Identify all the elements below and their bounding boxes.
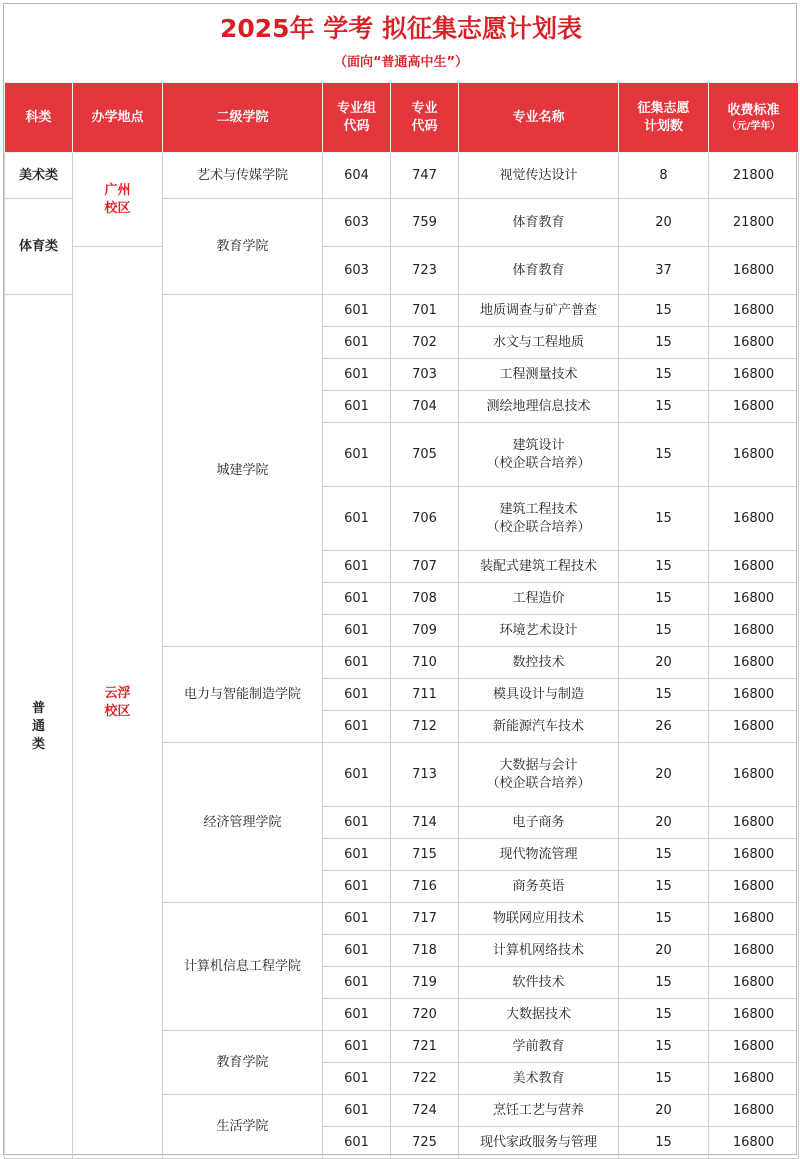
header-row bbox=[5, 83, 799, 153]
major-name-cell: 现代物流管理 bbox=[459, 839, 619, 871]
major-name-cell: 工程测量技术 bbox=[459, 359, 619, 391]
college-cell: 艺术与传媒学院 bbox=[163, 153, 323, 199]
fee-cell: 16800 bbox=[709, 711, 799, 743]
major-code-cell: 719 bbox=[391, 967, 459, 999]
plan-count-cell: 20 bbox=[619, 743, 709, 807]
major-code-cell: 713 bbox=[391, 743, 459, 807]
group-code-cell: 601 bbox=[323, 871, 391, 903]
fee-cell: 16800 bbox=[709, 1095, 799, 1127]
plan-count-cell: 15 bbox=[619, 391, 709, 423]
group-code-cell: 601 bbox=[323, 711, 391, 743]
major-name-cell: 物联网应用技术 bbox=[459, 903, 619, 935]
plan-count-cell: 15 bbox=[619, 903, 709, 935]
fee-cell: 16800 bbox=[709, 359, 799, 391]
major-code-cell: 711 bbox=[391, 679, 459, 711]
group-code-cell: 601 bbox=[323, 999, 391, 1031]
plan-count-cell: 15 bbox=[619, 1127, 709, 1159]
major-code-cell: 725 bbox=[391, 1127, 459, 1159]
major-name-cell: 地质调查与矿产普查 bbox=[459, 295, 619, 327]
plan-count-cell: 15 bbox=[619, 615, 709, 647]
plan-count-cell: 37 bbox=[619, 247, 709, 295]
fee-cell: 16800 bbox=[709, 903, 799, 935]
college-cell: 经济管理学院 bbox=[163, 743, 323, 903]
group-code-cell: 601 bbox=[323, 391, 391, 423]
major-code-cell: 724 bbox=[391, 1095, 459, 1127]
major-code-cell: 709 bbox=[391, 615, 459, 647]
table-body bbox=[5, 153, 799, 1159]
plan-count-cell: 15 bbox=[619, 1063, 709, 1095]
major-code-cell: 715 bbox=[391, 839, 459, 871]
plan-count-cell: 15 bbox=[619, 967, 709, 999]
major-name-cell: 现代家政服务与管理 bbox=[459, 1127, 619, 1159]
plan-count-cell: 20 bbox=[619, 807, 709, 839]
major-name-cell: 新能源汽车技术 bbox=[459, 711, 619, 743]
major-code-cell: 747 bbox=[391, 153, 459, 199]
group-code-cell: 601 bbox=[323, 1127, 391, 1159]
major-name-cell: 水文与工程地质 bbox=[459, 327, 619, 359]
major-name-cell: 烹饪工艺与营养 bbox=[459, 1095, 619, 1127]
header-college: 二级学院 bbox=[163, 83, 323, 153]
group-code-cell: 601 bbox=[323, 807, 391, 839]
plan-count-cell: 15 bbox=[619, 423, 709, 487]
major-name-cell: 学前教育 bbox=[459, 1031, 619, 1063]
header-category: 科类 bbox=[5, 83, 73, 153]
plan-count-cell: 15 bbox=[619, 999, 709, 1031]
plan-count-cell: 15 bbox=[619, 295, 709, 327]
group-code-cell: 601 bbox=[323, 967, 391, 999]
plan-count-cell: 15 bbox=[619, 327, 709, 359]
plan-count-cell: 15 bbox=[619, 551, 709, 583]
plan-count-cell: 15 bbox=[619, 871, 709, 903]
plan-count-cell: 20 bbox=[619, 199, 709, 247]
group-code-cell: 601 bbox=[323, 615, 391, 647]
header-plan: 征集志愿 计划数 bbox=[619, 83, 709, 153]
fee-cell: 16800 bbox=[709, 999, 799, 1031]
major-name-cell: 建筑工程技术 （校企联合培养） bbox=[459, 487, 619, 551]
fee-cell: 16800 bbox=[709, 1031, 799, 1063]
page-subtitle: （面向“普通高中生”） bbox=[333, 55, 469, 70]
major-code-cell: 723 bbox=[391, 247, 459, 295]
plan-count-cell: 8 bbox=[619, 153, 709, 199]
header-fee: 收费标准 （元/学年） bbox=[709, 83, 799, 153]
fee-cell: 16800 bbox=[709, 247, 799, 295]
group-code-cell: 601 bbox=[323, 583, 391, 615]
group-code-cell: 601 bbox=[323, 839, 391, 871]
group-code-cell: 601 bbox=[323, 935, 391, 967]
group-code-cell: 603 bbox=[323, 247, 391, 295]
header-major-code: 专业 代码 bbox=[391, 83, 459, 153]
group-code-cell: 604 bbox=[323, 153, 391, 199]
header-group-code: 专业组 代码 bbox=[323, 83, 391, 153]
major-name-cell: 体育教育 bbox=[459, 199, 619, 247]
major-code-cell: 721 bbox=[391, 1031, 459, 1063]
fee-cell: 16800 bbox=[709, 327, 799, 359]
major-name-cell: 体育教育 bbox=[459, 247, 619, 295]
plan-count-cell: 15 bbox=[619, 679, 709, 711]
major-code-cell: 716 bbox=[391, 871, 459, 903]
group-code-cell: 601 bbox=[323, 551, 391, 583]
major-name-cell: 计算机网络技术 bbox=[459, 935, 619, 967]
fee-cell: 16800 bbox=[709, 743, 799, 807]
plan-count-cell: 20 bbox=[619, 1095, 709, 1127]
group-code-cell: 601 bbox=[323, 1031, 391, 1063]
major-name-cell: 视觉传达设计 bbox=[459, 153, 619, 199]
group-code-cell: 601 bbox=[323, 1063, 391, 1095]
fee-cell: 16800 bbox=[709, 295, 799, 327]
college-cell: 生活学院 bbox=[163, 1095, 323, 1159]
major-code-cell: 714 bbox=[391, 807, 459, 839]
plan-count-cell: 15 bbox=[619, 487, 709, 551]
major-code-cell: 718 bbox=[391, 935, 459, 967]
college-cell: 教育学院 bbox=[163, 1031, 323, 1095]
plan-count-cell: 15 bbox=[619, 359, 709, 391]
fee-cell: 16800 bbox=[709, 871, 799, 903]
group-code-cell: 601 bbox=[323, 1095, 391, 1127]
fee-cell: 16800 bbox=[709, 615, 799, 647]
fee-cell: 16800 bbox=[709, 1127, 799, 1159]
group-code-cell: 601 bbox=[323, 327, 391, 359]
fee-cell: 16800 bbox=[709, 487, 799, 551]
major-code-cell: 701 bbox=[391, 295, 459, 327]
college-cell: 教育学院 bbox=[163, 199, 323, 295]
major-code-cell: 722 bbox=[391, 1063, 459, 1095]
major-name-cell: 数控技术 bbox=[459, 647, 619, 679]
fee-cell: 16800 bbox=[709, 967, 799, 999]
table-row bbox=[5, 153, 799, 199]
group-code-cell: 601 bbox=[323, 359, 391, 391]
major-name-cell: 大数据技术 bbox=[459, 999, 619, 1031]
group-code-cell: 601 bbox=[323, 423, 391, 487]
major-name-cell: 工程造价 bbox=[459, 583, 619, 615]
plan-count-cell: 20 bbox=[619, 935, 709, 967]
category-general: 普 通 类 bbox=[5, 295, 73, 1159]
major-code-cell: 717 bbox=[391, 903, 459, 935]
major-code-cell: 704 bbox=[391, 391, 459, 423]
major-code-cell: 705 bbox=[391, 423, 459, 487]
major-code-cell: 710 bbox=[391, 647, 459, 679]
fee-cell: 16800 bbox=[709, 391, 799, 423]
group-code-cell: 601 bbox=[323, 647, 391, 679]
major-code-cell: 712 bbox=[391, 711, 459, 743]
fee-cell: 21800 bbox=[709, 199, 799, 247]
group-code-cell: 601 bbox=[323, 903, 391, 935]
header-location: 办学地点 bbox=[73, 83, 163, 153]
fee-cell: 16800 bbox=[709, 583, 799, 615]
group-code-cell: 601 bbox=[323, 679, 391, 711]
fee-cell: 16800 bbox=[709, 935, 799, 967]
major-name-cell: 商务英语 bbox=[459, 871, 619, 903]
plan-count-cell: 15 bbox=[619, 1031, 709, 1063]
fee-cell: 16800 bbox=[709, 1063, 799, 1095]
major-code-cell: 706 bbox=[391, 487, 459, 551]
page-title: 2025年 学考 拟征集志愿计划表 bbox=[220, 14, 582, 43]
header-major-name: 专业名称 bbox=[459, 83, 619, 153]
group-code-cell: 603 bbox=[323, 199, 391, 247]
major-code-cell: 708 bbox=[391, 583, 459, 615]
campus-guangzhou: 广州 校区 bbox=[73, 153, 163, 247]
college-cell: 电力与智能制造学院 bbox=[163, 647, 323, 743]
category-pe: 体育类 bbox=[5, 199, 73, 295]
plan-count-cell: 15 bbox=[619, 583, 709, 615]
plan-count-cell: 26 bbox=[619, 711, 709, 743]
major-name-cell: 测绘地理信息技术 bbox=[459, 391, 619, 423]
major-name-cell: 美术教育 bbox=[459, 1063, 619, 1095]
major-name-cell: 软件技术 bbox=[459, 967, 619, 999]
fee-cell: 16800 bbox=[709, 423, 799, 487]
group-code-cell: 601 bbox=[323, 743, 391, 807]
group-code-cell: 601 bbox=[323, 295, 391, 327]
college-cell: 城建学院 bbox=[163, 295, 323, 647]
table-row bbox=[5, 247, 799, 295]
enrollment-plan-table bbox=[4, 82, 799, 1159]
major-name-cell: 电子商务 bbox=[459, 807, 619, 839]
major-code-cell: 707 bbox=[391, 551, 459, 583]
campus-yunfu: 云浮 校区 bbox=[73, 247, 163, 1159]
document-page bbox=[3, 3, 797, 1155]
college-cell: 计算机信息工程学院 bbox=[163, 903, 323, 1031]
major-name-cell: 建筑设计 （校企联合培养） bbox=[459, 423, 619, 487]
group-code-cell: 601 bbox=[323, 487, 391, 551]
fee-cell: 21800 bbox=[709, 153, 799, 199]
plan-count-cell: 15 bbox=[619, 839, 709, 871]
major-code-cell: 702 bbox=[391, 327, 459, 359]
fee-cell: 16800 bbox=[709, 839, 799, 871]
major-name-cell: 模具设计与制造 bbox=[459, 679, 619, 711]
category-art: 美术类 bbox=[5, 153, 73, 199]
fee-cell: 16800 bbox=[709, 807, 799, 839]
fee-cell: 16800 bbox=[709, 679, 799, 711]
major-code-cell: 720 bbox=[391, 999, 459, 1031]
major-code-cell: 759 bbox=[391, 199, 459, 247]
major-name-cell: 环境艺术设计 bbox=[459, 615, 619, 647]
major-name-cell: 大数据与会计 （校企联合培养） bbox=[459, 743, 619, 807]
major-name-cell: 装配式建筑工程技术 bbox=[459, 551, 619, 583]
fee-cell: 16800 bbox=[709, 551, 799, 583]
fee-cell: 16800 bbox=[709, 647, 799, 679]
plan-count-cell: 20 bbox=[619, 647, 709, 679]
major-code-cell: 703 bbox=[391, 359, 459, 391]
